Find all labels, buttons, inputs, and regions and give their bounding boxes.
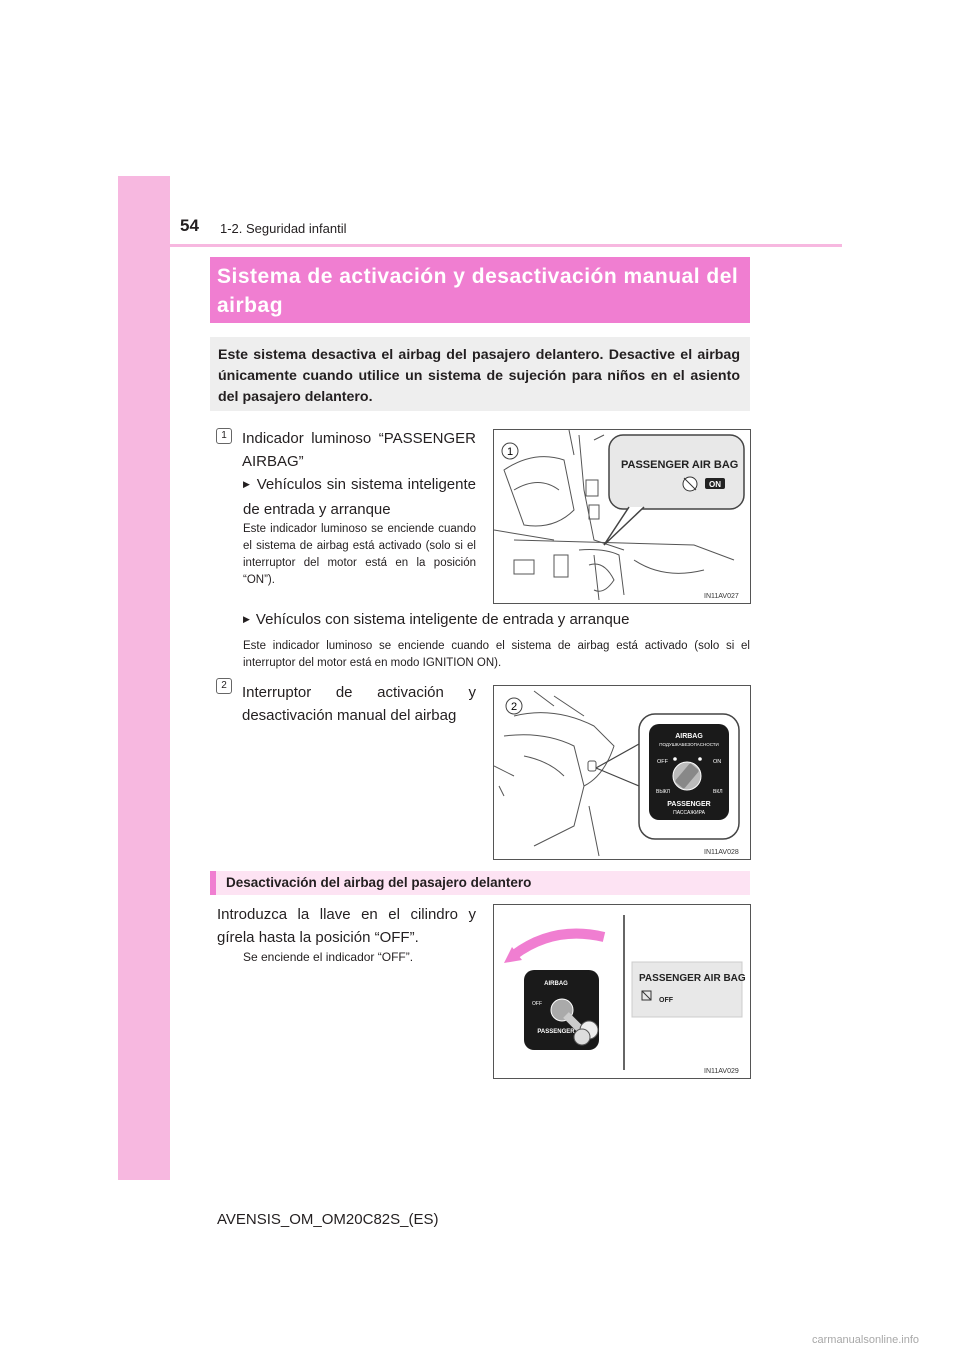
figure-1-panel-label: PASSENGER AIR BAG [621,459,739,471]
figure-2-switch-bottom: PASSENGER [667,801,711,808]
item1-bullet-b-text: Vehículos con sistema inteligente de entrada y arranque [255,611,630,628]
item1-bullet-b [243,608,753,633]
figure-1-drawing [494,430,750,603]
figure-2 [493,685,751,860]
subsection-heading-text: Desactivación del airbag del pasajero delantero [226,875,532,890]
item1-title: Indicador luminoso “PASSENGER AIRBAG” [242,430,476,470]
subsection-heading [210,871,750,895]
figure-2-off-ru: ВЫКЛ [656,789,670,795]
item2-title: Interruptor de activación y desactivación manual del airbag [242,684,476,724]
page-sidebar [118,176,170,1180]
figure-3-drawing [494,905,750,1078]
subsection-note: Se enciende el indicador “OFF”. [243,950,414,964]
section-title: 1-2. Seguridad infantil [220,221,347,236]
item-badge-1: 1 [216,428,232,444]
figure-3-id: IN11AV029 [704,1068,739,1075]
watermark: carmanualsonline.info [812,1334,920,1346]
item1-note-b: Este indicador luminoso se enciende cuando el sistema de airbag está activado (solo si el interruptor del motor está en modo IGNITION ON). [243,640,750,669]
figure-2-switch-bottom-ru: ПАССАЖИРА [673,810,705,816]
item1-note-a: Este indicador luminoso se enciende cuando el sistema de airbag está activado (solo si el interruptor del motor está en la posición “ON”). [243,523,476,586]
subsection-instruction: Introduzca la llave en el cilindro y gírela hasta la posición “OFF”. [217,906,476,946]
header-rule [170,244,842,247]
item1-bullet-a [243,473,476,521]
title-box [210,257,750,323]
page-number: 54 [180,216,199,235]
figure-1-callout: 1 [506,446,514,458]
figure-3-switch-bottom: PASSENGER [537,1029,575,1035]
figure-1-status: ON [709,480,721,489]
figure-1 [493,429,751,604]
figure-1-id: IN11AV027 [704,593,739,600]
item-badge-2: 2 [216,678,232,694]
intro-box [210,337,750,411]
figure-2-on-ru: ВКЛ [713,789,723,795]
figure-3 [493,904,751,1079]
figure-2-drawing [494,686,750,859]
figure-2-switch-top-ru: ПОДУШКАБЕЗОПАСНОСТИ [659,742,719,747]
page-title: Sistema de activación y desactivación manual del airbag [217,265,739,317]
figure-2-switch-top: AIRBAG [675,733,703,740]
figure-3-panel-label: PASSENGER AIR BAG [639,973,746,984]
figure-2-off: OFF [657,759,668,765]
figure-2-on: ON [713,759,722,765]
figure-3-status: OFF [659,997,673,1004]
item1-bullet-a-text: Vehículos sin sistema inteligente de entrada y arranque [243,476,477,518]
footer-code: AVENSIS_OM_OM20C82S_(ES) [217,1211,439,1228]
figure-3-switch-top: AIRBAG [544,981,568,987]
intro-text: Este sistema desactiva el airbag del pasajero delantero. Desactive el airbag únicamente cuando utilice un sistema de sujeción para niños en el asiento del pasajero delantero. [218,347,740,405]
figure-3-switch-off: OFF [532,1001,542,1007]
figure-2-id: IN11AV028 [704,849,739,856]
figure-2-callout: 2 [510,701,518,713]
